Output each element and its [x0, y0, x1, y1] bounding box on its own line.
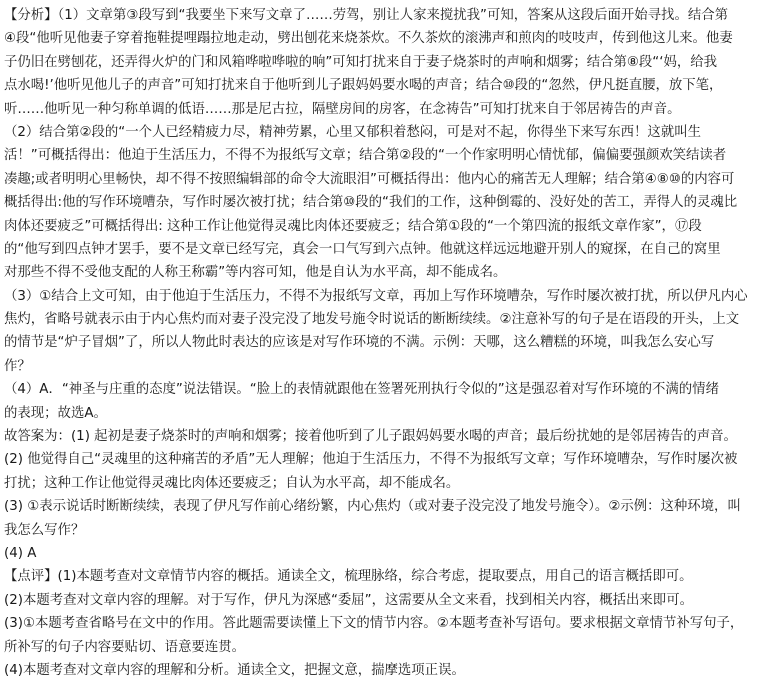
text-line: 故答案为：(1) 起初是妻子烧茶时的声响和烟雾；接着他听到了儿子跟妈妈要水喝的声音；最后纷扰她的是邻居祷告的声音。: [4, 429, 737, 445]
text-line: 听……他听见一种匀称单调的低语……那是尼古拉，隔壁房间的房客，在念祷告”可知打扰来自于邻居祷告的声音。: [4, 101, 681, 117]
text-line: （4）A．“神圣与庄重的态度”说法错误。“脸上的表情就跟他在签署死刑执行令似的”这是强忍着对写作环境的不满的情绪: [4, 382, 719, 398]
text-line: (3) ①表示说话时断断续续，表现了伊凡写作前心绪纷繁，内心焦灼（或对妻子没完没了地发号施令）。②示例：这种环境，叫: [4, 499, 741, 515]
text-line: 概括得出:他的写作环境嘈杂，写作时屡次被打扰；结合第⑩段的“我们的工作，这种倒霉的、没好处的苦工，弄得人的灵魂比: [4, 195, 738, 211]
text-line: (3)①本题考查省略号在文中的作用。答此题需要读懂上下文的情节内容。②本题考查补写语句。要求根据文章情节补写句子，: [4, 616, 744, 632]
text-line: 打扰；这种工作让他觉得灵魂比肉体还要疲乏；自认为水平高，却不能成名。: [4, 475, 460, 491]
text-line: 【分析】（1）文章第③段写到“我要坐下来写文章了……劳驾，别让人家来搅扰我”可知，答案从这段后面开始寻找。结合第: [4, 8, 729, 23]
text-line: 点水喝!’他听见他儿子的声音”可知打扰来自于他听到儿子跟妈妈要水喝的声音；结合⑩段的“忽然，伊凡挺直腰，放下笔，: [4, 78, 723, 94]
answer-analysis-document: [4, 4, 776, 682]
text-line: 凑趣;或者明明心里畅快，却不得不按照编辑部的命令大流眼泪”可概括得出：他内心的痛苦无人理解；结合第④⑧⑩的内容可: [4, 171, 735, 187]
text-line: 子仍旧在劈刨花，还弄得火炉的门和风箱哗啦哗啦的响”可知打扰来自于妻子烧茶时的声响和烟雾；结合第⑧段“‘妈，给我: [4, 54, 718, 70]
text-line: （3）①结合上文可知，由于他迫于生活压力，不得不为报纸写文章，再加上写作环境嘈杂，写作时屡次被打扰，所以伊凡内心: [4, 288, 748, 304]
text-line: 作？: [4, 358, 31, 374]
text-line: 的表现；故选A。: [4, 405, 107, 421]
text-line: (4) A: [4, 545, 37, 561]
text-line: 所补写的句子内容要贴切、语意要连贯。: [4, 639, 246, 655]
text-line: (2)本题考查对文章内容的理解。对于写作，伊凡为深感“委屈”，这需要从全文来看，找到相关内容，概括出来即可。: [4, 592, 693, 608]
text-line: 对那些不得不受他支配的人称王称霸”等内容可知，他是自认为水平高，却不能成名。: [4, 265, 507, 281]
text-line: (4)本题考查对文章内容的理解和分析。通读全文，把握文意，揣摩选项正误。: [4, 662, 465, 678]
text-line: （2）结合第②段的“一个人已经精疲力尽，精神劳累，心里又郁积着愁闷，可是对不起，你得坐下来写东西！这就叫生: [4, 124, 701, 140]
text-line: 【点评】(1)本题考查对文章情节内容的概括。通读全文，梳理脉络，综合考虑，提取要点，用自己的语言概括即可。: [4, 569, 693, 585]
text-line: ④段“他听见他妻子穿着拖鞋提哩蹋拉地走动，劈出刨花来烧茶炊。不久茶炊的滚沸声和煎肉的吱吱声，传到他这儿来。他妻: [4, 31, 733, 47]
text-line: 的情节是“炉子冒烟”了，所以人物此时表达的应该是对写作环境的不满。示例：天哪，这么糟糕的环境，叫我怎么安心写: [4, 335, 715, 351]
text-line: 肉体还要疲乏”可概括得出: 这种工作让他觉得灵魂比肉体还要疲乏；结合第①段的“一个第四流的报纸文章作家”，⑰段: [4, 218, 702, 234]
text-line: 我怎么写作？: [4, 522, 85, 538]
text-line: 活！”可概括得出：他迫于生活压力，不得不为报纸写文章；结合第②段的“一个作家明明心情忧郁，偏偏要强颜欢笑结读者: [4, 148, 727, 164]
text-line: 的“他写到四点钟才罢手，要不是文章已经写完，真会一口气写到六点钟。他就这样远远地避开别人的窥探，在自己的窝里: [4, 241, 721, 257]
text-line: 焦灼，省略号就表示由于内心焦灼而对妻子没完没了地发号施令时说话的断断续续。②注意补写的句子是在语段的开头，上文: [4, 312, 740, 328]
text-line: (2) 他觉得自己“灵魂里的这种痛苦的矛盾”无人理解；他迫于生活压力，不得不为报纸写文章；写作环境嘈杂，写作时屡次被: [4, 452, 738, 468]
